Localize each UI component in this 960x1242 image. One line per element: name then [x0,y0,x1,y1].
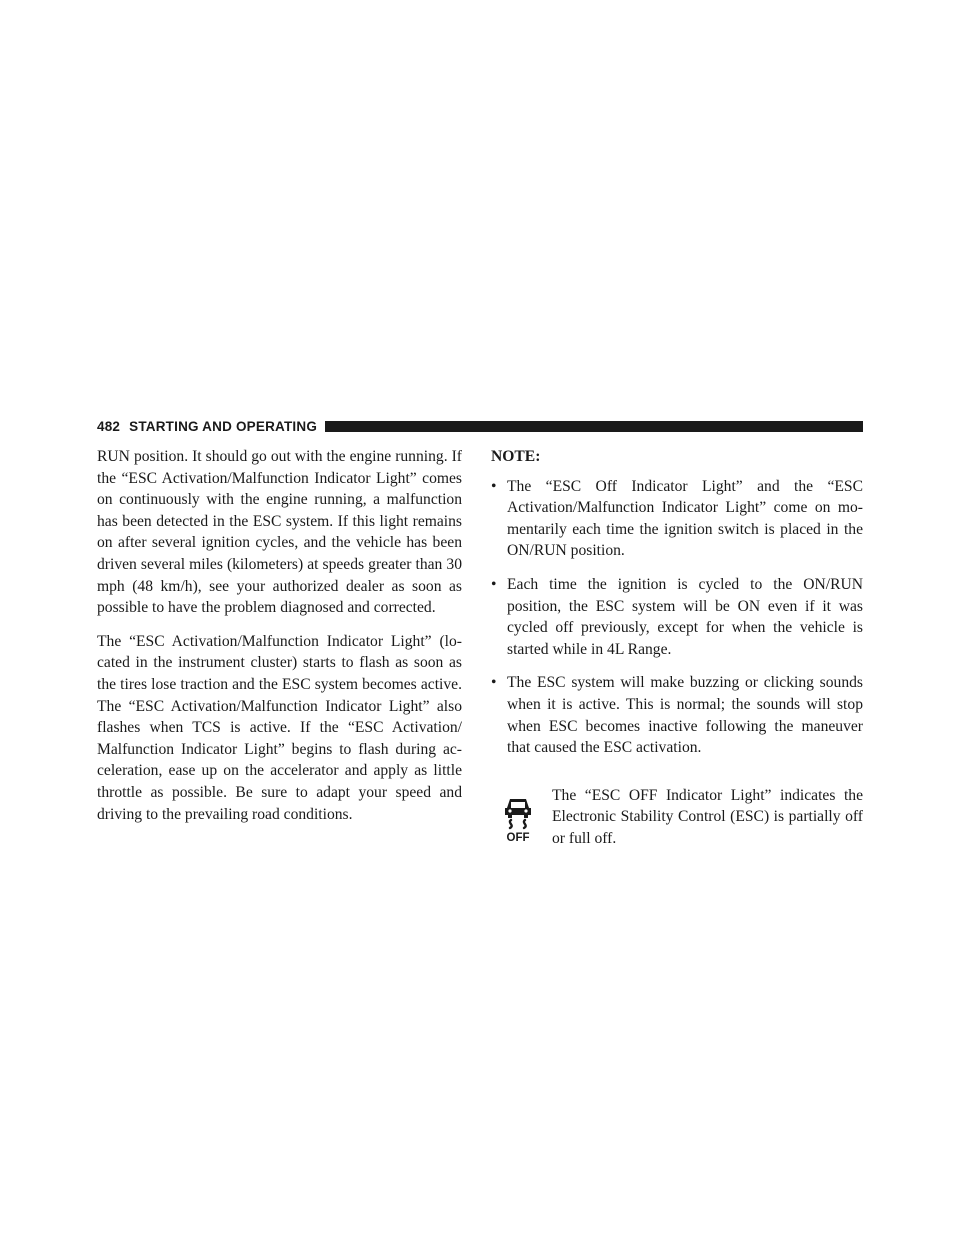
list-item-text: The ESC system will make buzzing or clicking sounds when it is active. This is normal; the sounds will stop when ESC becomes inactive following the maneuver that caused the ESC activation. [507,674,863,757]
bullet-icon: • [491,674,497,692]
list-item [491,574,863,660]
bullet-icon: • [491,477,497,495]
header-rule [325,421,863,432]
list-item [491,672,863,758]
page-number: 482 [97,418,121,434]
page-header [97,418,863,434]
note-label: NOTE: [491,448,541,465]
list-item [491,476,863,562]
right-column [491,446,863,850]
esc-off-icon-label: OFF [506,831,530,843]
esc-off-indicator-block [491,785,863,850]
paragraph-esc-malfunction: RUN position. It should go out with the engine running. If the “ESC Activation/Malfunction Indicator Light” comes on continuously with the engine running, a malfunction has been detected in the ESC system. If this light remains on after several ignition cycles, and the vehicle has been driven several miles (kilometers) at speeds greater than 30 mph (48 km/h), see your authorized dealer as soon as possible to have the problem diagnosed and corrected. [97,448,462,617]
esc-off-icon [501,795,535,843]
esc-off-indicator-text: The “ESC OFF Indicator Light” indicates the Electronic Stability Control (ESC) is partially off or full off. [552,786,863,847]
paragraph-esc-flash: The “ESC Activation/Malfunction Indicator Light” (located in the instrument cluster) starts to flash as soon as the tires lose traction and the ESC system becomes active. The “ESC Activation/Malfunction Indicator Light” also flashes when TCS is active. If the “ESC Activation/ Malfunction Indicator Light” begins to flash during acceleration, ease up on the accelerator and apply as little throttle as possible. Be sure to adapt your speed and driving to the prevailing road conditions. [97,632,462,823]
list-item-text: Each time the ignition is cycled to the ON/RUN position, the ESC system will be ON even if it was cycled off previously, except for when the vehicle is started while in 4L Range. [507,575,863,658]
note-list [491,476,863,759]
section-title: STARTING AND OPERATING [129,418,318,434]
bullet-icon: • [491,575,497,593]
left-column [97,446,462,837]
list-item-text: The “ESC Off Indicator Light” and the “ESC Activation/Malfunction Indicator Light” come on momentarily each time the ignition switch is placed in the ON/RUN position. [507,477,863,560]
